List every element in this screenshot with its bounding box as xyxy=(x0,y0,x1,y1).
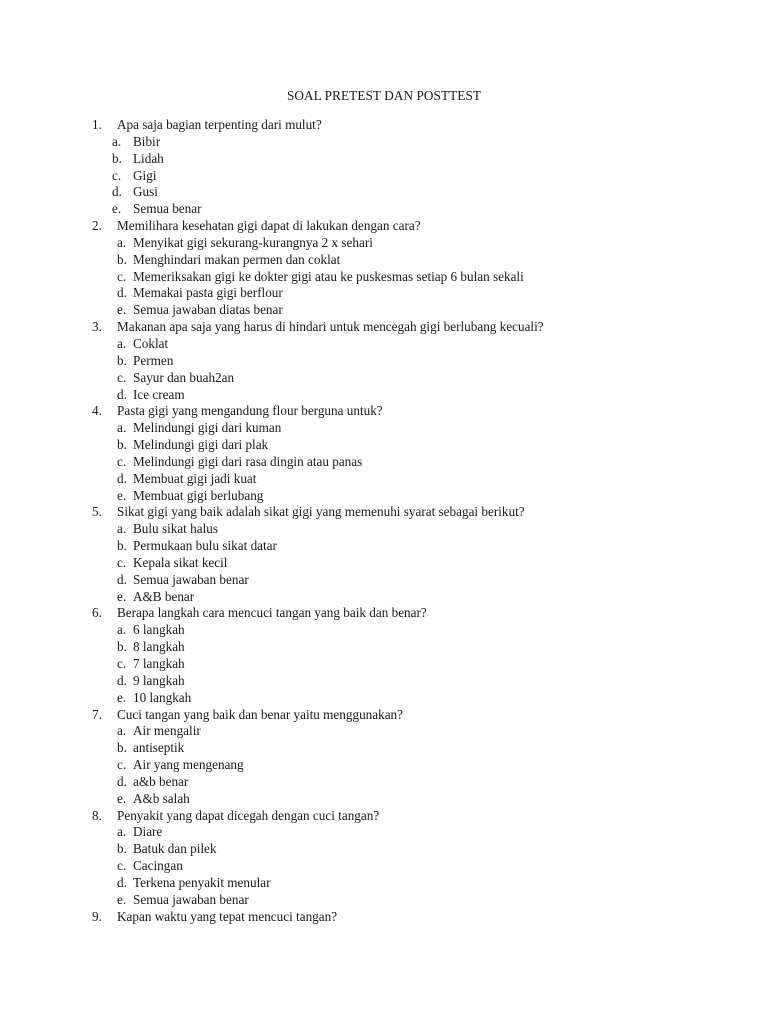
option-letter: b. xyxy=(117,251,127,267)
question-number: 8. xyxy=(92,807,102,823)
option-text: Gusi xyxy=(133,184,158,200)
option-text: 8 langkah xyxy=(133,639,185,655)
option-letter: b. xyxy=(117,437,127,453)
option-text: Air yang mengenang xyxy=(133,757,244,773)
option-text: A&B benar xyxy=(133,588,195,604)
option-text: Coklat xyxy=(133,335,169,351)
answer-option xyxy=(0,656,768,673)
answer-option xyxy=(0,437,768,454)
option-letter: d. xyxy=(117,470,127,486)
question-5 xyxy=(0,504,768,521)
question-2 xyxy=(0,218,768,235)
option-text: antiseptik xyxy=(133,740,185,756)
option-text: Semua jawaban benar xyxy=(133,891,249,907)
option-letter: b. xyxy=(117,538,127,554)
question-3 xyxy=(0,319,768,336)
answer-option xyxy=(0,875,768,892)
option-letter: c. xyxy=(112,167,122,183)
document-title: SOAL PRETEST DAN POSTTEST xyxy=(286,88,482,103)
answer-option xyxy=(0,572,768,589)
question-text: Kapan waktu yang tepat mencuci tangan? xyxy=(117,908,338,924)
option-text: Cacingan xyxy=(133,858,183,874)
option-text: Bulu sikat halus xyxy=(133,521,218,537)
option-text: Melindungi gigi dari kuman xyxy=(133,420,282,436)
option-letter: a. xyxy=(117,723,127,739)
question-8 xyxy=(0,808,768,825)
answer-option xyxy=(0,370,768,387)
option-letter: c. xyxy=(117,656,127,671)
answer-option xyxy=(0,387,768,404)
option-letter: d. xyxy=(117,773,127,789)
answer-option xyxy=(0,134,768,151)
option-text: Membuat gigi berlubang xyxy=(133,487,264,503)
option-letter: c. xyxy=(117,453,127,469)
answer-option xyxy=(0,252,768,269)
answer-option xyxy=(0,892,768,909)
answer-option xyxy=(0,336,768,353)
option-letter: d. xyxy=(112,184,122,200)
option-letter: e. xyxy=(117,891,127,907)
option-text: A&b salah xyxy=(133,790,190,806)
option-text: Semua jawaban benar xyxy=(133,571,249,587)
question-text: Makanan apa saja yang harus di hindari untuk mencegah gigi berlubang kecuali? xyxy=(117,319,544,335)
option-text: Gigi xyxy=(133,167,157,183)
answer-option xyxy=(0,201,768,218)
option-letter: d. xyxy=(117,386,127,402)
answer-option xyxy=(0,622,768,639)
option-letter: a. xyxy=(112,133,122,149)
question-number: 4. xyxy=(92,403,102,419)
option-letter: a. xyxy=(117,234,127,250)
answer-option xyxy=(0,673,768,690)
option-letter: c. xyxy=(117,268,127,284)
question-text: Pasta gigi yang mengandung flour berguna untuk? xyxy=(117,403,383,419)
question-1 xyxy=(0,117,768,134)
answer-option xyxy=(0,774,768,791)
option-letter: a. xyxy=(117,622,127,638)
option-text: Terkena penyakit menular xyxy=(133,874,271,890)
answer-option xyxy=(0,723,768,740)
answer-option xyxy=(0,269,768,286)
answer-option xyxy=(0,521,768,538)
answer-option xyxy=(0,420,768,437)
answer-option xyxy=(0,471,768,488)
answer-option xyxy=(0,639,768,656)
question-number: 7. xyxy=(92,706,102,722)
question-7 xyxy=(0,707,768,724)
question-number: 3. xyxy=(92,319,102,335)
question-list xyxy=(0,117,768,926)
question-text: Memilihara kesehatan gigi dapat di lakukan dengan cara? xyxy=(117,218,421,234)
option-text: Bibir xyxy=(133,133,161,149)
answer-option xyxy=(0,488,768,505)
answer-option xyxy=(0,235,768,252)
option-text: Melindungi gigi dari plak xyxy=(133,437,269,453)
question-text: Apa saja bagian terpenting dari mulut? xyxy=(117,117,322,132)
question-number: 9. xyxy=(92,908,102,924)
option-text: Memeriksakan gigi ke dokter gigi atau ke puskesmas setiap 6 bulan sekali xyxy=(133,268,524,284)
answer-option xyxy=(0,740,768,757)
option-text: 6 langkah xyxy=(133,622,185,638)
question-number: 5. xyxy=(92,504,102,520)
question-number: 6. xyxy=(92,605,102,621)
option-letter: b. xyxy=(117,841,127,857)
option-letter: a. xyxy=(117,824,127,840)
option-text: Batuk dan pilek xyxy=(133,841,217,857)
answer-option xyxy=(0,184,768,201)
option-letter: a. xyxy=(117,420,127,436)
option-text: Semua benar xyxy=(133,201,202,217)
answer-option xyxy=(0,841,768,858)
question-4 xyxy=(0,403,768,420)
option-letter: b. xyxy=(117,352,127,368)
answer-option xyxy=(0,791,768,808)
answer-option xyxy=(0,757,768,774)
option-text: Diare xyxy=(133,824,163,840)
option-text: Kepala sikat kecil xyxy=(133,554,228,570)
option-letter: a. xyxy=(117,335,127,351)
question-text: Penyakit yang dapat dicegah dengan cuci tangan? xyxy=(117,807,380,823)
option-letter: e. xyxy=(117,302,127,318)
option-text: 9 langkah xyxy=(133,672,185,688)
option-text: Memakai pasta gigi berflour xyxy=(133,285,283,301)
option-text: Ice cream xyxy=(133,386,185,402)
option-text: Melindungi gigi dari rasa dingin atau panas xyxy=(133,453,363,469)
option-letter: b. xyxy=(117,740,127,756)
option-text: 10 langkah xyxy=(133,689,192,705)
option-text: Semua jawaban diatas benar xyxy=(133,302,283,318)
option-text: Lidah xyxy=(133,150,164,166)
option-text: Permen xyxy=(133,352,174,368)
option-letter: b. xyxy=(117,639,127,655)
option-text: 7 langkah xyxy=(133,656,185,671)
option-letter: b. xyxy=(112,150,122,166)
option-letter: e. xyxy=(117,588,127,604)
question-text: Berapa langkah cara mencuci tangan yang baik dan benar? xyxy=(117,605,427,621)
answer-option xyxy=(0,285,768,302)
answer-option xyxy=(0,151,768,168)
option-letter: c. xyxy=(117,757,127,773)
answer-option xyxy=(0,302,768,319)
option-text: Menghindari makan permen dan coklat xyxy=(133,251,341,267)
answer-option xyxy=(0,353,768,370)
option-letter: e. xyxy=(117,790,127,806)
question-text: Cuci tangan yang baik dan benar yaitu menggunakan? xyxy=(117,706,403,722)
answer-option xyxy=(0,690,768,707)
option-letter: d. xyxy=(117,571,127,587)
question-number: 1. xyxy=(92,117,102,132)
question-number: 2. xyxy=(92,218,102,234)
answer-option xyxy=(0,589,768,606)
option-text: Sayur dan buah2an xyxy=(133,369,235,385)
option-letter: d. xyxy=(117,874,127,890)
option-letter: e. xyxy=(117,487,127,503)
option-letter: e. xyxy=(112,201,122,217)
option-letter: c. xyxy=(117,554,127,570)
option-letter: c. xyxy=(117,369,127,385)
answer-option xyxy=(0,454,768,471)
question-9 xyxy=(0,909,768,926)
answer-option xyxy=(0,538,768,555)
option-text: Air mengalir xyxy=(133,723,201,739)
option-text: Permukaan bulu sikat datar xyxy=(133,538,277,554)
option-letter: c. xyxy=(117,858,127,874)
option-letter: d. xyxy=(117,285,127,301)
question-text: Sikat gigi yang baik adalah sikat gigi yang memenuhi syarat sebagai berikut? xyxy=(117,504,525,520)
option-letter: e. xyxy=(117,689,127,705)
option-letter: d. xyxy=(117,672,127,688)
option-letter: a. xyxy=(117,521,127,537)
option-text: a&b benar xyxy=(133,773,189,789)
option-text: Membuat gigi jadi kuat xyxy=(133,470,257,486)
answer-option xyxy=(0,168,768,185)
option-text: Menyikat gigi sekurang-kurangnya 2 x sehari xyxy=(133,234,373,250)
answer-option xyxy=(0,858,768,875)
answer-option xyxy=(0,824,768,841)
answer-option xyxy=(0,555,768,572)
question-6 xyxy=(0,605,768,622)
